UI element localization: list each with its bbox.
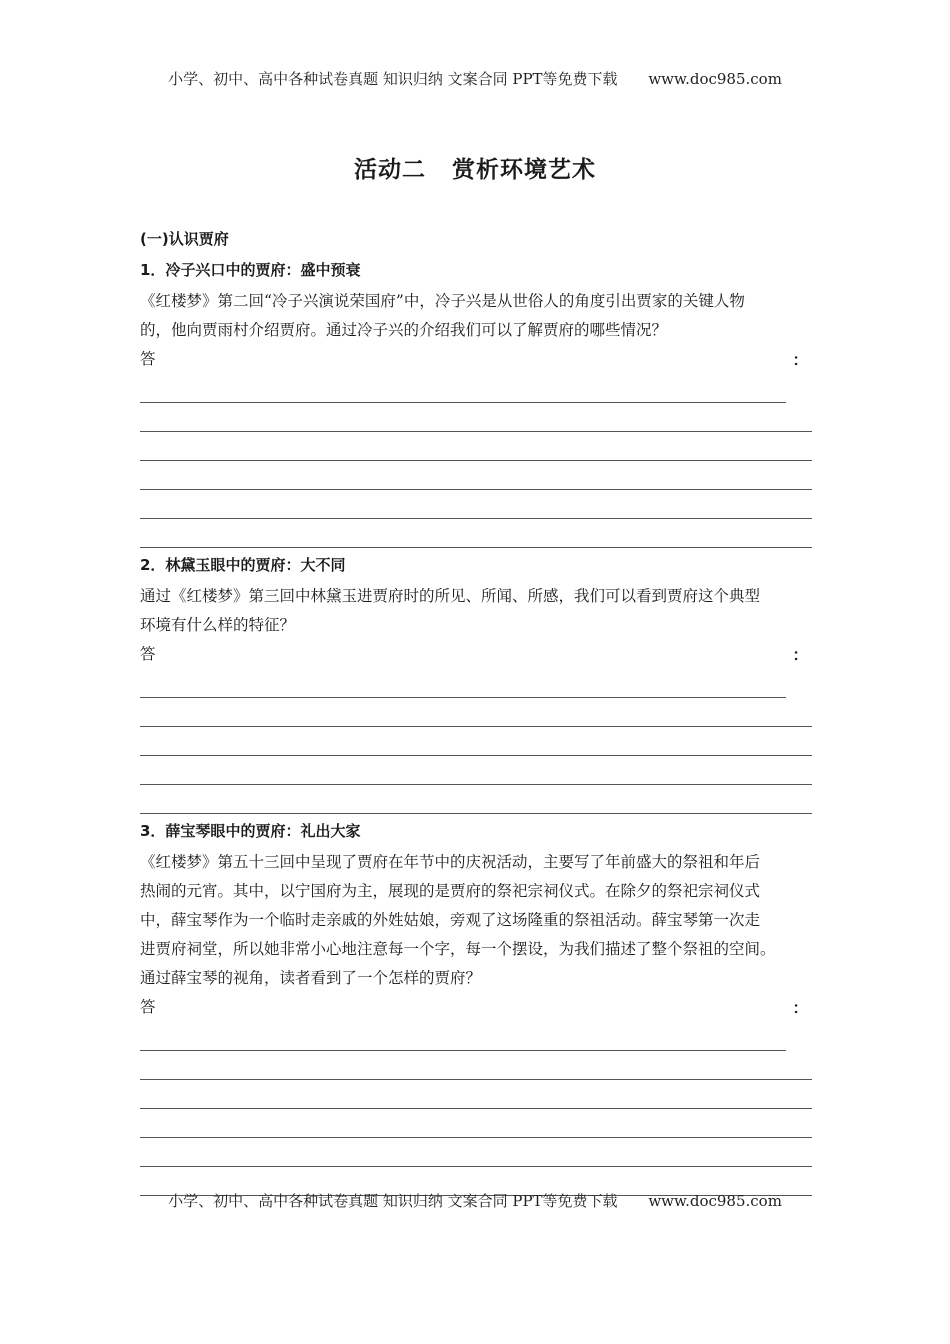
answer-blank-line[interactable] xyxy=(140,1051,812,1080)
question-line: 《红楼梦》第五十三回中呈现了贾府在年节中的庆祝活动，主要写了年前盛大的祭祖和年后 xyxy=(140,853,761,871)
footer-site-link[interactable]: www.doc985.com xyxy=(648,1192,782,1210)
question-text xyxy=(140,582,812,640)
answer-blank-line[interactable] xyxy=(140,1138,812,1167)
answer-label: 答 xyxy=(140,350,156,368)
answer-blank-line[interactable] xyxy=(140,519,812,548)
page-footer xyxy=(0,1191,950,1211)
question-text xyxy=(140,848,812,993)
answer-blank-line[interactable] xyxy=(140,1022,786,1051)
question-heading: 1．冷子兴口中的贾府：盛中预衰 xyxy=(140,261,361,279)
question-3 xyxy=(140,818,812,1196)
section-heading: (一)认识贾府 xyxy=(140,230,229,248)
question-line: 中，薛宝琴作为一个临时走亲戚的外姓姑娘，旁观了这场隆重的祭祖活动。薛宝琴第一次走 xyxy=(140,911,761,929)
answer-label: 答 xyxy=(140,645,156,663)
answer-label: 答 xyxy=(140,998,156,1016)
answer-blank-line[interactable] xyxy=(140,669,786,698)
answer-blank-line[interactable] xyxy=(140,490,812,519)
answer-colon: ： xyxy=(792,645,808,664)
answer-label-line xyxy=(140,345,812,374)
answer-blank-line[interactable] xyxy=(140,1080,812,1109)
question-line: 《红楼梦》第二回“冷子兴演说荣国府”中，冷子兴是从世俗人的角度引出贾家的关键人物 xyxy=(140,292,745,310)
answer-colon: ： xyxy=(792,350,808,369)
answer-blank-line[interactable] xyxy=(140,785,812,814)
answer-blank-line[interactable] xyxy=(140,432,812,461)
worksheet-content xyxy=(140,228,812,1196)
title-part-2: 赏析环境艺术 xyxy=(452,157,596,183)
header-site-link[interactable]: www.doc985.com xyxy=(648,70,782,88)
question-line: 通过薛宝琴的视角，读者看到了一个怎样的贾府？ xyxy=(140,969,482,987)
question-text xyxy=(140,287,812,345)
answer-label-line xyxy=(140,640,812,669)
answer-colon: ： xyxy=(792,998,808,1017)
header-text: 小学、初中、高中各种试卷真题 知识归纳 文案合同 PPT等免费下载 xyxy=(168,70,618,88)
question-line: 进贾府祠堂，所以她非常小心地注意每一个字，每一个摆设，为我们描述了整个祭祖的空间。 xyxy=(140,940,776,958)
question-2 xyxy=(140,552,812,814)
page-title xyxy=(0,154,950,186)
answer-blank-line[interactable] xyxy=(140,727,812,756)
answer-blank-line[interactable] xyxy=(140,374,786,403)
answer-blank-line[interactable] xyxy=(140,403,812,432)
question-line: 热闹的元宵。其中，以宁国府为主，展现的是贾府的祭祀宗祠仪式。在除夕的祭祀宗祠仪式 xyxy=(140,882,761,900)
question-1 xyxy=(140,257,812,548)
question-line: 环境有什么样的特征？ xyxy=(140,616,296,634)
question-line: 通过《红楼梦》第三回中林黛玉进贾府时的所见、所闻、所感，我们可以看到贾府这个典型 xyxy=(140,587,761,605)
title-part-1: 活动二 xyxy=(354,157,426,183)
answer-blank-line[interactable] xyxy=(140,756,812,785)
page-header xyxy=(0,69,950,89)
question-heading: 2．林黛玉眼中的贾府：大不同 xyxy=(140,556,346,574)
answer-label-line xyxy=(140,993,812,1022)
question-heading: 3．薛宝琴眼中的贾府：礼出大家 xyxy=(140,822,361,840)
answer-blank-line[interactable] xyxy=(140,1109,812,1138)
answer-blank-line[interactable] xyxy=(140,698,812,727)
footer-text: 小学、初中、高中各种试卷真题 知识归纳 文案合同 PPT等免费下载 xyxy=(168,1192,618,1210)
answer-blank-line[interactable] xyxy=(140,461,812,490)
question-line: 的，他向贾雨村介绍贾府。通过冷子兴的介绍我们可以了解贾府的哪些情况？ xyxy=(140,321,668,339)
